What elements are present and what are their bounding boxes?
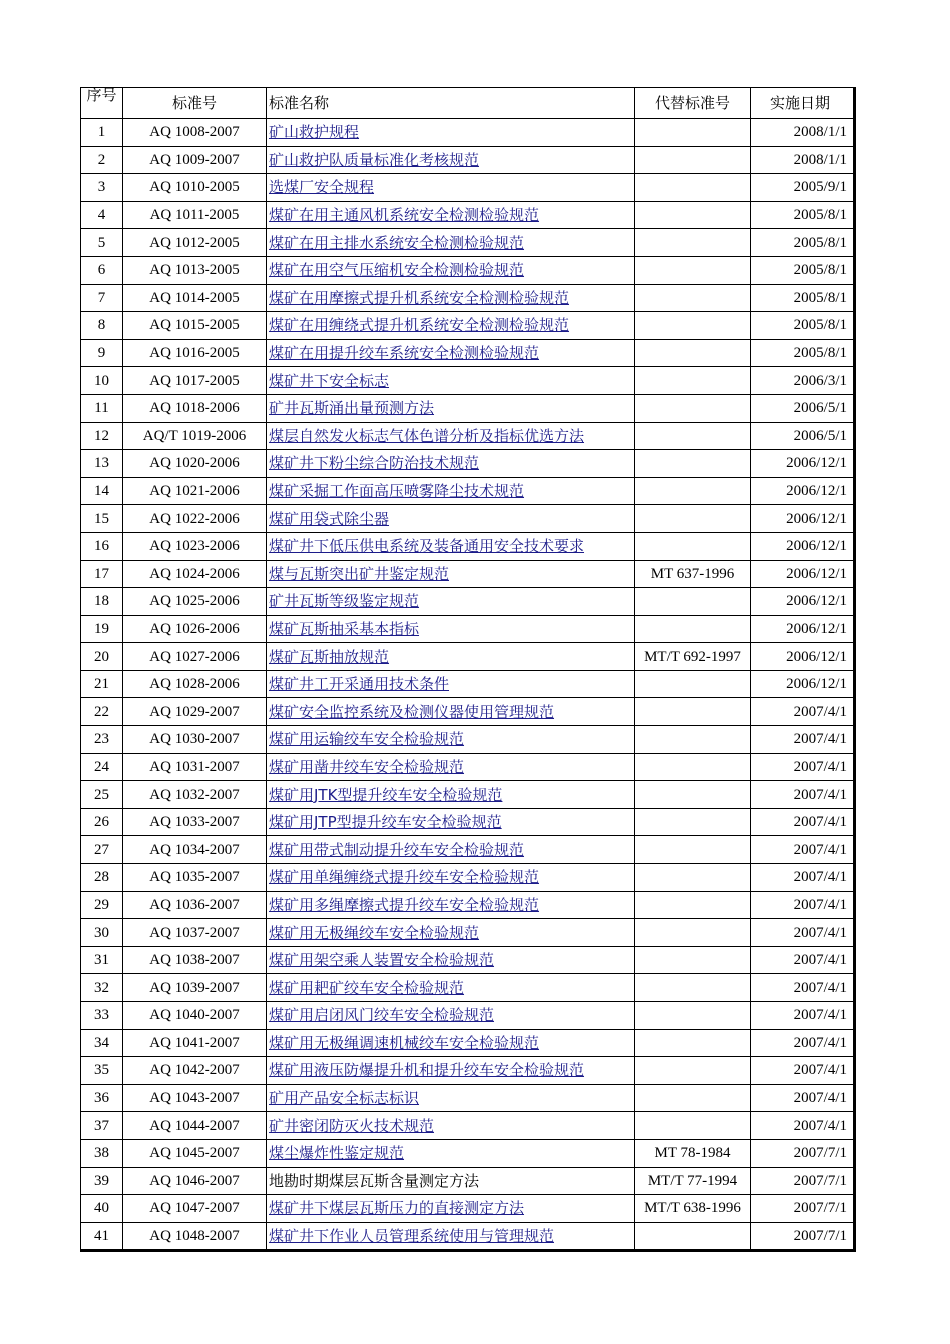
header-name: 标准名称 [267,88,635,119]
table-row [81,891,855,919]
cell-name [267,588,635,616]
cell-code: AQ 1022-2006 [123,505,267,533]
standard-link[interactable]: 矿山救护规程 [269,123,360,142]
cell-code: AQ 1039-2007 [123,974,267,1002]
cell-name [267,1139,635,1167]
cell-replaced: MT 637-1996 [635,560,751,588]
cell-no: 33 [81,1002,123,1030]
cell-no: 26 [81,808,123,836]
standard-link[interactable]: 选煤厂安全规程 [269,178,375,197]
cell-code: AQ 1047-2007 [123,1195,267,1223]
cell-code: AQ 1030-2007 [123,726,267,754]
standard-link[interactable]: 矿用产品安全标志标识 [269,1089,420,1108]
table-row [81,808,855,836]
cell-date: 2006/5/1 [751,394,855,422]
cell-no: 13 [81,450,123,478]
cell-replaced [635,698,751,726]
cell-code: AQ 1009-2007 [123,146,267,174]
table-row [81,1167,855,1195]
cell-name [267,1057,635,1085]
cell-name [267,505,635,533]
header-row [81,88,855,119]
cell-date: 2007/4/1 [751,753,855,781]
standard-link[interactable]: 煤矿在用摩擦式提升机系统安全检测检验规范 [269,288,570,307]
cell-date: 2005/8/1 [751,229,855,257]
standard-link[interactable]: 煤矿用启闭风门绞车安全检验规范 [269,1006,495,1025]
cell-no: 30 [81,919,123,947]
cell-code: AQ 1017-2005 [123,367,267,395]
cell-name [267,229,635,257]
standards-table [80,87,856,1252]
standard-link[interactable]: 煤矿用无极绳调速机械绞车安全检验规范 [269,1033,540,1052]
cell-replaced [635,450,751,478]
cell-replaced [635,864,751,892]
cell-no: 18 [81,588,123,616]
cell-replaced [635,670,751,698]
cell-date: 2007/4/1 [751,1057,855,1085]
header-replaced: 代替标准号 [635,88,751,119]
table-row [81,588,855,616]
cell-code: AQ 1011-2005 [123,201,267,229]
table-row [81,726,855,754]
cell-replaced [635,781,751,809]
cell-no: 28 [81,864,123,892]
table-row [81,1222,855,1251]
cell-name [267,174,635,202]
standard-link[interactable]: 煤矿用单绳缠绕式提升绞车安全检验规范 [269,868,540,887]
cell-name [267,1167,635,1195]
cell-name [267,422,635,450]
cell-code: AQ 1018-2006 [123,394,267,422]
cell-no: 19 [81,615,123,643]
table-row [81,1002,855,1030]
cell-no: 17 [81,560,123,588]
table-row [81,670,855,698]
cell-no: 15 [81,505,123,533]
table-row [81,532,855,560]
cell-replaced [635,532,751,560]
table-row [81,643,855,671]
table-row [81,422,855,450]
cell-no: 9 [81,339,123,367]
cell-code: AQ 1023-2006 [123,532,267,560]
cell-replaced [635,1112,751,1140]
standard-link[interactable]: 煤矿在用空气压缩机安全检测检验规范 [269,261,525,280]
cell-date: 2007/4/1 [751,726,855,754]
standard-link[interactable]: 煤与瓦斯突出矿井鉴定规范 [269,564,450,583]
table-row [81,119,855,147]
cell-replaced [635,339,751,367]
cell-date: 2005/9/1 [751,174,855,202]
cell-no: 36 [81,1084,123,1112]
standard-link[interactable]: 煤矿井工开采通用技术条件 [269,675,450,694]
cell-no: 1 [81,119,123,147]
cell-code: AQ 1045-2007 [123,1139,267,1167]
cell-name [267,1195,635,1223]
cell-name [267,560,635,588]
standard-link[interactable]: 煤矿井下低压供电系统及装备通用安全技术要求 [269,537,585,556]
cell-date: 2008/1/1 [751,119,855,147]
cell-code: AQ 1020-2006 [123,450,267,478]
standard-link[interactable]: 煤矿在用主通风机系统安全检测检验规范 [269,206,540,225]
cell-date: 2007/7/1 [751,1139,855,1167]
table-row [81,339,855,367]
cell-name [267,284,635,312]
table-row [81,1084,855,1112]
cell-date: 2007/4/1 [751,1084,855,1112]
standard-link[interactable]: 矿井密闭防灭火技术规范 [269,1116,435,1135]
table-row [81,146,855,174]
cell-date: 2007/4/1 [751,891,855,919]
cell-replaced [635,974,751,1002]
cell-replaced [635,394,751,422]
standard-link[interactable]: 煤矿用运输绞车安全检验规范 [269,730,465,749]
cell-date: 2006/12/1 [751,450,855,478]
standard-link[interactable]: 煤矿用JTK型提升绞车安全检验规范 [269,785,503,804]
cell-replaced [635,201,751,229]
cell-code: AQ 1024-2006 [123,560,267,588]
cell-code: AQ 1037-2007 [123,919,267,947]
cell-name [267,726,635,754]
cell-replaced [635,477,751,505]
cell-replaced: MT/T 692-1997 [635,643,751,671]
cell-date: 2007/4/1 [751,781,855,809]
cell-date: 2006/3/1 [751,367,855,395]
cell-name [267,808,635,836]
cell-no: 3 [81,174,123,202]
cell-no: 2 [81,146,123,174]
cell-date: 2006/12/1 [751,532,855,560]
cell-date: 2007/4/1 [751,836,855,864]
standard-link[interactable]: 煤尘爆炸性鉴定规范 [269,1144,405,1163]
standard-link[interactable]: 煤矿用多绳摩擦式提升绞车安全检验规范 [269,895,540,914]
cell-code: AQ 1040-2007 [123,1002,267,1030]
table-row [81,560,855,588]
cell-date: 2006/12/1 [751,670,855,698]
standard-link[interactable]: 煤矿瓦斯抽放规范 [269,647,390,666]
cell-code: AQ 1033-2007 [123,808,267,836]
table-row [81,753,855,781]
cell-replaced [635,753,751,781]
cell-code: AQ 1029-2007 [123,698,267,726]
cell-date: 2005/8/1 [751,201,855,229]
standard-link[interactable]: 煤矿用带式制动提升绞车安全检验规范 [269,840,525,859]
cell-replaced [635,146,751,174]
cell-no: 4 [81,201,123,229]
cell-code: AQ 1013-2005 [123,256,267,284]
cell-code: AQ 1026-2006 [123,615,267,643]
cell-replaced: MT/T 638-1996 [635,1195,751,1223]
cell-date: 2006/12/1 [751,643,855,671]
cell-name [267,1222,635,1251]
cell-date: 2007/7/1 [751,1167,855,1195]
cell-replaced [635,1084,751,1112]
table-row [81,312,855,340]
cell-no: 27 [81,836,123,864]
cell-replaced [635,422,751,450]
cell-date: 2007/7/1 [751,1222,855,1251]
cell-code: AQ 1038-2007 [123,946,267,974]
cell-date: 2006/12/1 [751,560,855,588]
cell-date: 2007/4/1 [751,698,855,726]
cell-no: 5 [81,229,123,257]
table-body [81,119,855,1251]
table-row [81,256,855,284]
cell-code: AQ/T 1019-2006 [123,422,267,450]
cell-no: 22 [81,698,123,726]
cell-replaced: MT/T 77-1994 [635,1167,751,1195]
cell-no: 40 [81,1195,123,1223]
cell-name [267,974,635,1002]
cell-name [267,864,635,892]
cell-code: AQ 1043-2007 [123,1084,267,1112]
cell-code: AQ 1046-2007 [123,1167,267,1195]
cell-name [267,256,635,284]
standard-link[interactable]: 煤矿用凿井绞车安全检验规范 [269,757,465,776]
cell-replaced [635,1002,751,1030]
standard-link[interactable]: 煤矿用JTP型提升绞车安全检验规范 [269,813,502,832]
cell-replaced [635,119,751,147]
table-row [81,615,855,643]
cell-no: 37 [81,1112,123,1140]
cell-replaced [635,808,751,836]
cell-no: 10 [81,367,123,395]
cell-code: AQ 1016-2005 [123,339,267,367]
cell-code: AQ 1015-2005 [123,312,267,340]
cell-no: 35 [81,1057,123,1085]
cell-name [267,615,635,643]
table-row [81,1139,855,1167]
standard-link[interactable]: 煤矿在用缠绕式提升机系统安全检测检验规范 [269,316,570,335]
standard-link[interactable]: 煤矿井下煤层瓦斯压力的直接测定方法 [269,1199,525,1218]
cell-replaced [635,615,751,643]
cell-code: AQ 1042-2007 [123,1057,267,1085]
cell-name [267,919,635,947]
standard-link[interactable]: 煤矿用架空乘人装置安全检验规范 [269,951,495,970]
standard-link[interactable]: 煤矿用耙矿绞车安全检验规范 [269,978,465,997]
header-no: 序号 [81,88,123,119]
table-row [81,450,855,478]
cell-no: 6 [81,256,123,284]
table-row [81,1029,855,1057]
cell-name [267,119,635,147]
cell-date: 2007/4/1 [751,974,855,1002]
cell-name [267,836,635,864]
table-row [81,974,855,1002]
standard-link[interactable]: 矿山救护队质量标准化考核规范 [269,150,480,169]
standard-link[interactable]: 矿井瓦斯涌出量预测方法 [269,399,435,418]
standard-link[interactable]: 矿井瓦斯等级鉴定规范 [269,592,420,611]
cell-date: 2007/4/1 [751,1112,855,1140]
standard-link[interactable]: 煤矿瓦斯抽采基本指标 [269,619,420,638]
cell-code: AQ 1035-2007 [123,864,267,892]
cell-code: AQ 1048-2007 [123,1222,267,1251]
cell-no: 7 [81,284,123,312]
cell-code: AQ 1010-2005 [123,174,267,202]
cell-replaced [635,836,751,864]
cell-code: AQ 1036-2007 [123,891,267,919]
cell-code: AQ 1025-2006 [123,588,267,616]
table-row [81,505,855,533]
cell-replaced [635,505,751,533]
cell-replaced [635,312,751,340]
cell-name [267,146,635,174]
cell-code: AQ 1027-2006 [123,643,267,671]
cell-name [267,643,635,671]
table-row [81,367,855,395]
cell-code: AQ 1032-2007 [123,781,267,809]
cell-name [267,946,635,974]
cell-replaced [635,726,751,754]
standard-link[interactable]: 煤矿用液压防爆提升机和提升绞车安全检验规范 [269,1061,585,1080]
cell-code: AQ 1041-2007 [123,1029,267,1057]
table-row [81,229,855,257]
table-row [81,836,855,864]
cell-no: 12 [81,422,123,450]
standard-link[interactable]: 煤矿井下粉尘综合防治技术规范 [269,454,480,473]
cell-replaced [635,919,751,947]
cell-no: 14 [81,477,123,505]
cell-name [267,1112,635,1140]
cell-name [267,477,635,505]
table-row [81,864,855,892]
table-row [81,477,855,505]
cell-replaced [635,946,751,974]
table-row [81,946,855,974]
cell-date: 2005/8/1 [751,284,855,312]
cell-name [267,698,635,726]
cell-date: 2007/4/1 [751,1029,855,1057]
cell-name [267,367,635,395]
cell-no: 16 [81,532,123,560]
standard-link[interactable]: 煤矿用袋式除尘器 [269,509,390,528]
table-row [81,781,855,809]
cell-date: 2005/8/1 [751,256,855,284]
cell-code: AQ 1034-2007 [123,836,267,864]
cell-name [267,1002,635,1030]
cell-code: AQ 1012-2005 [123,229,267,257]
cell-replaced [635,284,751,312]
cell-no: 31 [81,946,123,974]
table-row [81,919,855,947]
cell-code: AQ 1044-2007 [123,1112,267,1140]
cell-code: AQ 1028-2006 [123,670,267,698]
cell-date: 2007/4/1 [751,864,855,892]
standard-name: 地勘时期煤层瓦斯含量测定方法 [269,1171,480,1190]
cell-date: 2007/4/1 [751,919,855,947]
cell-date: 2006/12/1 [751,588,855,616]
cell-no: 8 [81,312,123,340]
table-row [81,284,855,312]
cell-date: 2007/4/1 [751,1002,855,1030]
cell-no: 39 [81,1167,123,1195]
cell-name [267,312,635,340]
cell-no: 25 [81,781,123,809]
cell-name [267,201,635,229]
cell-name [267,339,635,367]
cell-name [267,781,635,809]
cell-replaced [635,1029,751,1057]
cell-name [267,1029,635,1057]
cell-name [267,532,635,560]
cell-no: 21 [81,670,123,698]
cell-replaced [635,588,751,616]
cell-replaced [635,256,751,284]
cell-replaced [635,367,751,395]
cell-no: 24 [81,753,123,781]
table-row [81,394,855,422]
cell-name [267,394,635,422]
cell-name [267,891,635,919]
cell-no: 20 [81,643,123,671]
table-row [81,201,855,229]
cell-date: 2005/8/1 [751,312,855,340]
cell-no: 38 [81,1139,123,1167]
cell-code: AQ 1008-2007 [123,119,267,147]
cell-date: 2007/4/1 [751,808,855,836]
cell-code: AQ 1031-2007 [123,753,267,781]
table-row [81,1195,855,1223]
cell-date: 2006/12/1 [751,505,855,533]
cell-replaced: MT 78-1984 [635,1139,751,1167]
standard-link[interactable]: 煤矿在用主排水系统安全检测检验规范 [269,233,525,252]
cell-date: 2006/12/1 [751,615,855,643]
cell-no: 32 [81,974,123,1002]
cell-no: 23 [81,726,123,754]
cell-name [267,1084,635,1112]
standard-link[interactable]: 煤层自然发火标志气体色谱分析及指标优选方法 [269,426,585,445]
table-row [81,1112,855,1140]
cell-code: AQ 1014-2005 [123,284,267,312]
cell-name [267,670,635,698]
cell-no: 29 [81,891,123,919]
cell-no: 34 [81,1029,123,1057]
table-row [81,174,855,202]
cell-replaced [635,891,751,919]
standard-link[interactable]: 煤矿采掘工作面高压喷雾降尘技术规范 [269,482,525,501]
cell-date: 2007/7/1 [751,1195,855,1223]
cell-replaced [635,1057,751,1085]
cell-date: 2007/4/1 [751,946,855,974]
table-header [81,88,855,119]
standard-link[interactable]: 煤矿在用提升绞车系统安全检测检验规范 [269,344,540,363]
header-code: 标准号 [123,88,267,119]
table-row [81,1057,855,1085]
cell-date: 2008/1/1 [751,146,855,174]
cell-date: 2006/5/1 [751,422,855,450]
cell-date: 2006/12/1 [751,477,855,505]
standard-link[interactable]: 煤矿井下作业人员管理系统使用与管理规范 [269,1227,555,1246]
cell-no: 41 [81,1222,123,1251]
cell-no: 11 [81,394,123,422]
cell-replaced [635,174,751,202]
cell-code: AQ 1021-2006 [123,477,267,505]
standard-link[interactable]: 煤矿安全监控系统及检测仪器使用管理规范 [269,702,555,721]
standard-link[interactable]: 煤矿用无极绳绞车安全检验规范 [269,923,480,942]
cell-replaced [635,229,751,257]
cell-name [267,450,635,478]
cell-name [267,753,635,781]
table-row [81,698,855,726]
cell-date: 2005/8/1 [751,339,855,367]
header-date: 实施日期 [751,88,855,119]
cell-replaced [635,1222,751,1251]
standard-link[interactable]: 煤矿井下安全标志 [269,371,390,390]
